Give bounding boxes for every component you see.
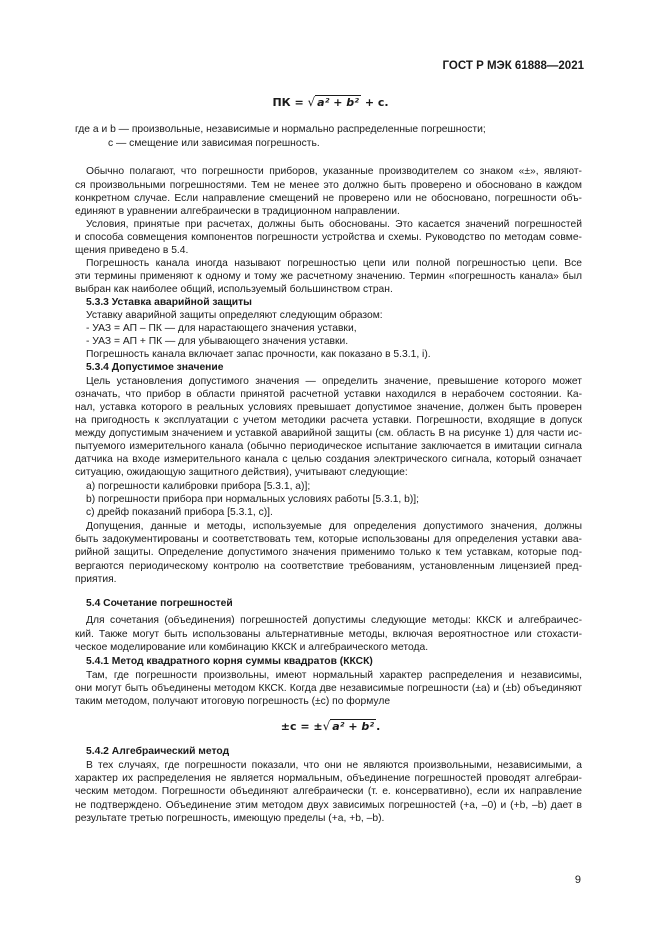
text-line: Для сочетания (объединения) погрешностей допустимы следующие методы: ККСК и алгебраичес- xyxy=(86,615,582,626)
text-line: нал, уставка которого в реальных условиях превышает допустимое значение, должен быть проверен xyxy=(75,402,582,413)
text-line: пытуемого измерительного канала (обычно периодическое испытание заключается в имитации сигнала xyxy=(75,441,582,452)
text-line: вергаются периодическому контролю на соответствие требованиям, установленным лицензией пред- xyxy=(75,561,582,572)
text-line: единяют в уравнении алгебраически в традиционном направлении. xyxy=(75,206,400,217)
formula-channel-error xyxy=(0,95,661,109)
formula-tail: . xyxy=(376,720,381,733)
text-line: конкретном случае. Если направление смещений не проверено или не обосновано, погрешности объ- xyxy=(75,193,582,204)
section-heading-5-4-1: 5.4.1 Метод квадратного корня суммы квадратов (ККСК) xyxy=(86,656,373,667)
text-line: и способа совмещения компонентов погрешности устройства и схемы. Руководство по методам совме- xyxy=(75,232,582,243)
text-line: означать, что прибор в области принятой расчетной уставки находился в нерабочем состоянии. Ка- xyxy=(75,389,582,400)
list-item: c) дрейф показаний прибора [5.3.1, c)]. xyxy=(86,507,273,518)
text-line: ся произвольными погрешностями. Тем не менее это должно быть проверено и обосновано в каждом xyxy=(75,180,582,191)
section-heading-5-3-4: 5.3.4 Допустимое значение xyxy=(86,362,224,373)
formula-rss xyxy=(0,719,661,733)
text-line: эти термины применяют к одному и тому же расчетному значению. Термин «погрешность канала» был xyxy=(75,271,582,282)
list-item: - УАЗ = АП – ПК — для нарастающего значения уставки, xyxy=(86,323,357,334)
list-item: b) погрешности прибора при нормальных условиях работы [5.3.1, b)]; xyxy=(86,494,420,505)
formula-lhs: ПК = xyxy=(272,96,308,109)
text-line: результате третью погрешность, имеющую пределы (+a, +b, –b). xyxy=(75,813,385,824)
text-line: В тех случаях, где погрешности показали, что они не являются произвольными, независимыми, а xyxy=(86,760,582,771)
formula-tail: + c. xyxy=(360,96,389,109)
sqrt-sign: √ xyxy=(322,719,331,733)
text-line: между допустимым значением и уставкой аварийной защиты (см. область В на рисунке 1) для части ис- xyxy=(75,428,582,439)
text-line: характер их распределения не является нормальным, объединение погрешностей проводят алгебраи- xyxy=(75,773,582,784)
text-line: Обычно полагают, что погрешности приборов, указанные производителем со знаком «±», являют- xyxy=(86,166,582,177)
text-line: щения приведено в 5.4. xyxy=(75,245,189,256)
text-line: выбран как наиболее общий, используемый большинством стран. xyxy=(75,284,393,295)
section-heading-5-3-3: 5.3.3 Уставка аварийной защиты xyxy=(86,297,252,308)
formula-lhs: ±c = ± xyxy=(280,720,323,733)
formula-radicand: a² + b² xyxy=(317,96,359,109)
text-line: ческое моделирование или комбинацию ККСК и алгебраического метода. xyxy=(75,642,429,653)
list-item: а) погрешности калибровки прибора [5.3.1, a)]; xyxy=(86,481,311,492)
text-line: Допущения, данные и методы, используемые для определения допустимого значения, должны xyxy=(86,521,582,532)
text-line: рийной защиты. Определение допустимого значения применимо только к тем уставкам, которые под- xyxy=(75,547,582,558)
page-number: 9 xyxy=(574,874,581,886)
text-line: c — смещение или зависимая погрешность. xyxy=(108,138,320,149)
text-line: датчика на входе измерительного канала с целью создания электрического сигнала, который означает xyxy=(75,454,582,465)
text-line: не подтверждено. Объединение этим методом двух зависимых погрешностей (+a, –0) и (+b, –b) дает в xyxy=(75,800,582,811)
section-heading-5-4: 5.4 Сочетание погрешностей xyxy=(86,598,233,609)
text-line: ческим методом. Погрешности объединяют алгебраически (т. е. консервативно), если их направление xyxy=(75,786,582,797)
section-heading-5-4-2: 5.4.2 Алгебраический метод xyxy=(86,746,230,757)
list-item: - УАЗ = АП + ПК — для убывающего значения уставки. xyxy=(86,336,349,347)
text-line: Цель установления допустимого значения — определить значение, превышение которого может xyxy=(86,376,582,387)
text-line: быть задокументированы и соответствовать тем, которые использованы для определения уставки ава- xyxy=(75,534,582,545)
text-line: Уставку аварийной защиты определяют следующим образом: xyxy=(86,310,383,321)
text-line: они могут быть объединены методом ККСК. Когда две независимые погрешности (±a) и (±b) объединяют xyxy=(75,683,582,694)
text-line: Погрешность канала включает запас прочности, как показано в 5.3.1, i). xyxy=(86,349,431,360)
text-line: ситуацию, ожидающую защитного действия), учитывают следующие: xyxy=(75,467,408,478)
standard-header: ГОСТ Р МЭК 61888—2021 xyxy=(442,60,584,72)
text-line: Там, где погрешности произвольны, имеют нормальный характер распределения и независимы, xyxy=(86,670,582,681)
text-line: кий. Также могут быть использованы альтернативные методы, включая вероятностное или стохасти- xyxy=(75,629,582,640)
text-line: Погрешность канала иногда называют погрешностью цепи или полной погрешностью цепи. Все xyxy=(86,258,582,269)
formula-radicand: a² + b² xyxy=(332,720,375,733)
text-line: таким методом, получают итоговую погрешность (±c) по формуле xyxy=(75,696,391,707)
text-line: приятия. xyxy=(75,574,117,585)
text-line: на пригодность к эксплуатации с учетом методики расчета уставки. Погрешности, входящие в допуск xyxy=(75,415,582,426)
sqrt-sign: √ xyxy=(307,95,316,109)
text-line: Условия, принятые при расчетах, должны быть обоснованы. Это касается значений погрешностей xyxy=(86,219,582,230)
text-line: где a и b — произвольные, независимые и нормально распределенные погрешности; xyxy=(75,124,486,135)
